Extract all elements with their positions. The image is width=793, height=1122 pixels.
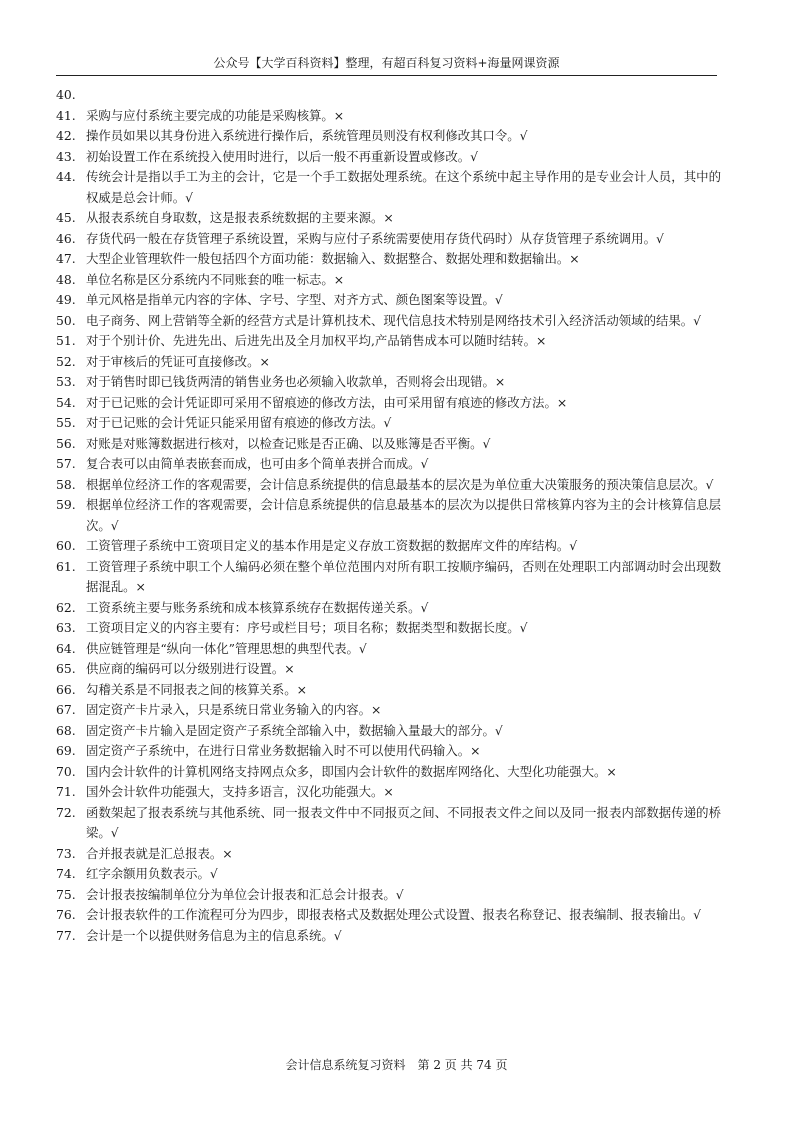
list-item	[56, 639, 721, 660]
list-item	[56, 885, 721, 906]
list-item	[56, 331, 721, 352]
item-number: 51.	[56, 333, 76, 348]
list-item	[56, 290, 721, 311]
item-text: 勾稽关系是不同报表之间的核算关系。×	[86, 681, 308, 697]
list-item	[56, 618, 721, 639]
item-number: 66.	[56, 681, 76, 697]
item-text: 国内会计软件的计算机网络支持网点众多，即国内会计软件的数据库网络化、大型化功能强大。×	[86, 763, 617, 779]
item-text: 传统会计是指以手工为主的会计，它是一个手工数据处理系统。在这个系统中起主导作用的是专业会计人员，其中的权威是总会计师。√	[86, 169, 721, 205]
item-number: 60.	[56, 538, 76, 553]
list-item	[56, 844, 721, 865]
list-item	[56, 249, 721, 270]
list-item	[56, 393, 721, 414]
item-number: 61.	[56, 558, 76, 574]
item-text: 复合表可以由简单表嵌套而成，也可由多个简单表拼合而成。√	[86, 456, 429, 471]
page-header: 公众号【大学百科资料】整理，有超百科复习资料+海量网课资源	[56, 55, 717, 76]
item-text: 会计是一个以提供财务信息为主的信息系统。√	[86, 927, 342, 943]
item-text: 对于已记账的会计凭证即可采用不留痕迹的修改方法，由可采用留有痕迹的修改方法。×	[86, 394, 568, 410]
list-item	[56, 659, 721, 680]
item-number: 74.	[56, 866, 76, 881]
item-text: 固定资产卡片录入，只是系统日常业务输入的内容。×	[86, 702, 382, 717]
list-item	[56, 311, 721, 332]
item-number: 67.	[56, 702, 76, 717]
list-item	[56, 864, 721, 885]
item-text: 工资管理子系统中工资项目定义的基本作用是定义存放工资数据的数据库文件的库结构。√	[86, 538, 578, 553]
item-text: 采购与应付系统主要完成的功能是采购核算。×	[86, 107, 345, 123]
item-number: 58.	[56, 476, 76, 492]
item-text: 供应商的编码可以分级别进行设置。×	[86, 661, 295, 676]
item-text: 单元风格是指单元内容的字体、字号、字型、对齐方式、颜色图案等设置。√	[86, 292, 503, 307]
item-text: 根据单位经济工作的客观需要，会计信息系统提供的信息最基本的层次是为单位重大决策服务的预决策信息层次。√	[86, 476, 714, 492]
list-item	[56, 208, 721, 229]
list-item	[56, 475, 721, 496]
item-number: 69.	[56, 743, 76, 758]
list-item	[56, 721, 721, 742]
item-text: 固定资产子系统中，在进行日常业务数据输入时不可以使用代码输入。×	[86, 743, 481, 758]
item-text: 从报表系统自身取数，这是报表系统数据的主要来源。×	[86, 210, 394, 225]
item-number: 63.	[56, 620, 76, 635]
item-text: 大型企业管理软件一般包括四个方面功能：数据输入、数据整合、数据处理和数据输出。×	[86, 251, 580, 266]
item-text: 会计报表软件的工作流程可分为四步，即报表格式及数据处理公式设置、报表名称登记、报表编制、报表输出。√	[86, 907, 702, 922]
item-text: 国外会计软件功能强大，支持多语言，汉化功能强大。×	[86, 784, 394, 799]
item-text: 对于销售时即已钱货两清的销售业务也必须输入收款单，否则将会出现错。×	[86, 374, 506, 389]
item-number: 71.	[56, 784, 76, 799]
list-item	[56, 782, 721, 803]
item-text: 合并报表就是汇总报表。×	[86, 845, 233, 861]
item-text: 会计报表按编制单位分为单位会计报表和汇总会计报表。√	[86, 886, 404, 902]
item-text: 红字余额用负数表示。√	[86, 866, 218, 881]
item-text: 对于审核后的凭证可直接修改。×	[86, 353, 270, 369]
list-item	[56, 85, 721, 106]
item-number: 73.	[56, 845, 76, 861]
list-item	[56, 372, 721, 393]
list-item	[56, 454, 721, 475]
item-text: 供应链管理是“纵向一体化”管理思想的典型代表。√	[86, 640, 367, 656]
item-number: 45.	[56, 210, 76, 225]
item-number: 57.	[56, 456, 76, 471]
item-text: 电子商务、网上营销等全新的经营方式是计算机技术、现代信息技术特别是网络技术引入经济活动领域的结果。√	[86, 312, 702, 328]
item-text: 初始设置工作在系统投入使用时进行，以后一般不再重新设置或修改。√	[86, 148, 479, 164]
item-number: 47.	[56, 251, 76, 266]
item-number: 54.	[56, 394, 76, 410]
list-item	[56, 167, 721, 208]
item-number: 40.	[56, 87, 76, 102]
question-list	[56, 85, 721, 946]
item-number: 65.	[56, 661, 76, 676]
item-number: 68.	[56, 722, 76, 738]
list-item	[56, 352, 721, 373]
item-number: 43.	[56, 148, 76, 164]
list-item	[56, 229, 721, 250]
item-number: 64.	[56, 640, 76, 656]
item-number: 50.	[56, 312, 76, 328]
item-text: 对于已记账的会计凭证只能采用留有痕迹的修改方法。√	[86, 415, 392, 430]
item-text: 操作员如果以其身份进入系统进行操作后，系统管理员则没有权利修改其口令。√	[86, 128, 528, 143]
item-text: 工资管理子系统中职工个人编码必须在整个单位范围内对所有职工按顺序编码，否则在处理职工内部调动时会出现数据混乱。×	[86, 558, 721, 594]
item-number: 41.	[56, 107, 76, 123]
item-text: 函数架起了报表系统与其他系统、同一报表文件中不同报页之间、不同报表文件之间以及同一报表内部数据传递的桥梁。√	[86, 804, 721, 840]
list-item	[56, 106, 721, 127]
item-number: 52.	[56, 353, 76, 369]
item-number: 75.	[56, 886, 76, 902]
item-number: 77.	[56, 927, 76, 943]
item-number: 48.	[56, 271, 76, 287]
list-item	[56, 905, 721, 926]
item-number: 76.	[56, 907, 76, 922]
list-item	[56, 803, 721, 844]
item-number: 44.	[56, 169, 76, 184]
list-item	[56, 126, 721, 147]
item-number: 72.	[56, 804, 76, 820]
list-item	[56, 495, 721, 536]
list-item	[56, 926, 721, 947]
item-text: 存货代码一般在存货管理子系统设置，采购与应付子系统需要使用存货代码时）从存货管理子系统调用。√	[86, 230, 664, 246]
item-number: 56.	[56, 435, 76, 451]
item-number: 49.	[56, 292, 76, 307]
item-text: 对于个别计价、先进先出、后进先出及全月加权平均,产品销售成本可以随时结转。×	[86, 333, 547, 348]
list-item	[56, 536, 721, 557]
list-item	[56, 598, 721, 619]
item-number: 62.	[56, 599, 76, 615]
item-number: 42.	[56, 128, 76, 143]
item-number: 70.	[56, 763, 76, 779]
list-item	[56, 762, 721, 783]
item-number: 55.	[56, 415, 76, 430]
item-number: 46.	[56, 230, 76, 246]
item-text: 工资系统主要与账务系统和成本核算系统存在数据传递关系。√	[86, 599, 429, 615]
list-item	[56, 700, 721, 721]
item-text: 工资项目定义的内容主要有：序号或栏目号；项目名称；数据类型和数据长度。√	[86, 620, 528, 635]
list-item	[56, 434, 721, 455]
item-text: 根据单位经济工作的客观需要，会计信息系统提供的信息最基本的层次为以提供日常核算内容为主的会计核算信息层次。√	[86, 497, 721, 533]
page-footer: 会计信息系统复习资料 第 2 页 共 74 页	[285, 1058, 508, 1072]
list-item	[56, 741, 721, 762]
list-item	[56, 270, 721, 291]
item-text: 单位名称是区分系统内不同账套的唯一标志。×	[86, 271, 345, 287]
item-number: 53.	[56, 374, 76, 389]
item-text: 对账是对账簿数据进行核对，以检查记账是否正确、以及账簿是否平衡。√	[86, 435, 491, 451]
item-text: 固定资产卡片输入是固定资产子系统全部输入中，数据输入量最大的部分。√	[86, 722, 503, 738]
list-item	[56, 557, 721, 598]
list-item	[56, 680, 721, 701]
list-item	[56, 413, 721, 434]
item-number: 59.	[56, 497, 76, 512]
list-item	[56, 147, 721, 168]
